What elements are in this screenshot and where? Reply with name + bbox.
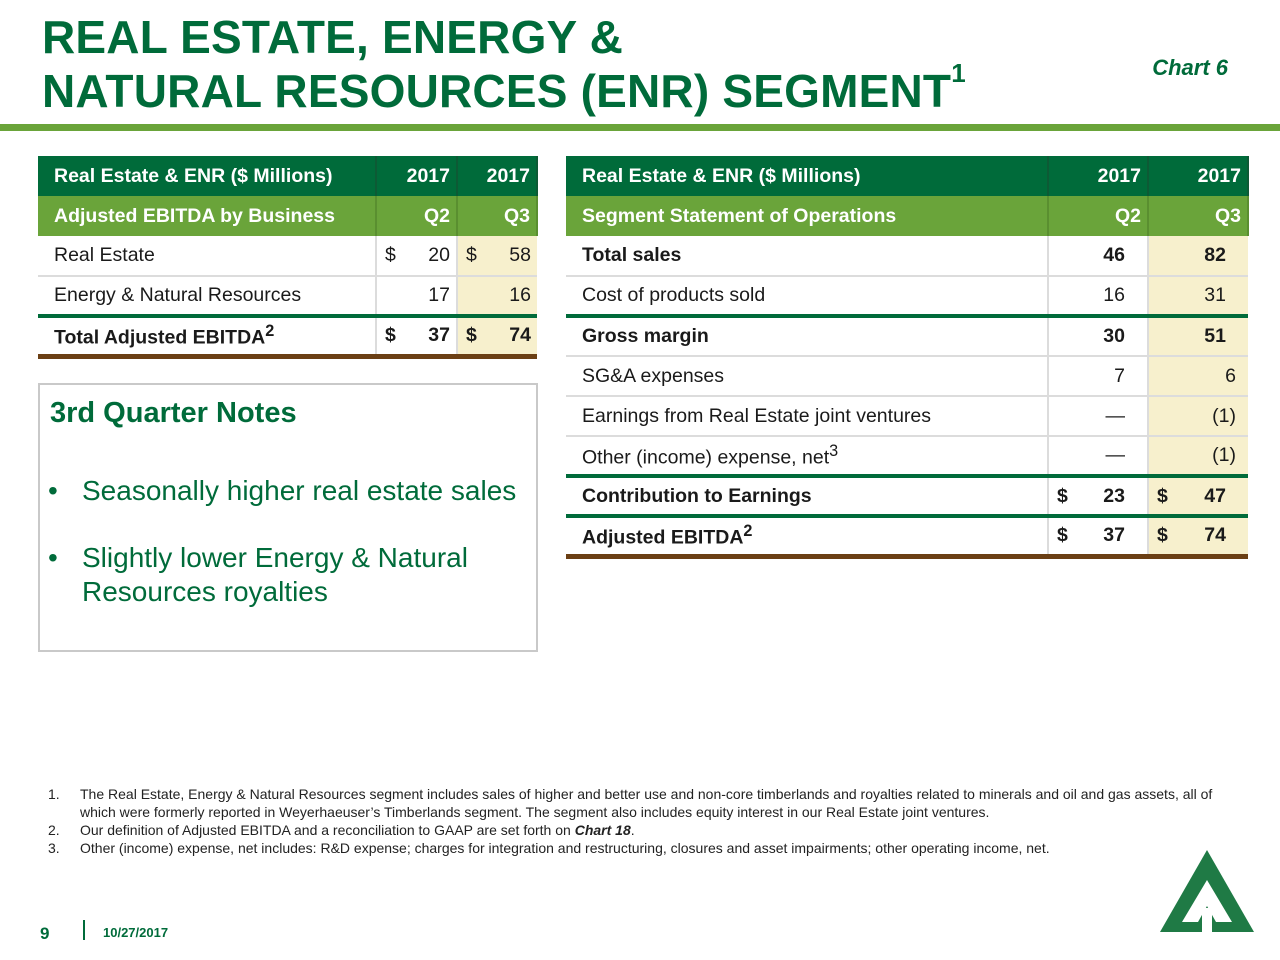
footnote-ref: 2 [743,522,753,540]
row-label [38,236,376,276]
footnote-number: 3. [48,840,60,856]
footnote-item [48,821,1248,839]
table-row [566,476,1248,516]
row-label: Total sales [566,236,1048,276]
table-row [566,276,1248,316]
currency-symbol: $ [385,244,396,266]
currency-symbol: $ [385,324,396,347]
q3-value: 74 [509,324,531,347]
page-number: 9 [40,924,50,943]
footnote-item [48,785,1248,821]
table-header-row [38,156,537,196]
q2-cell [1048,476,1148,516]
notes-title: 3rd Quarter Notes [50,397,297,429]
q3-value: 58 [509,244,531,266]
table-subheader-row [38,196,537,236]
q3-value: 51 [1148,316,1248,356]
table-row [38,236,537,276]
footnote-item [48,839,1248,857]
currency-symbol: $ [1157,524,1168,547]
title-line-1: REAL ESTATE, ENERGY & [42,11,623,63]
footnote-ref: 3 [829,441,839,460]
table-row [38,276,537,316]
q2-value: 46 [1048,236,1148,276]
title-line-2 [42,58,966,118]
table-row [566,396,1248,436]
q2-cell [376,276,457,316]
header-cell: Real Estate & ENR ($ Millions) [566,156,1048,196]
q2-value: 20 [428,244,450,266]
subheader-cell: Q3 [457,196,537,236]
q3-cell [457,276,537,316]
page-title [42,10,966,118]
footnote-ref: 2 [265,322,275,340]
row-label [566,436,1048,476]
q3-value: (1) [1148,396,1248,436]
currency-symbol: $ [466,244,477,266]
q2-value: 37 [428,324,450,347]
footnote-text: Other (income) expense, net includes: R&D expense; charges for integration and restructuring, closures and asset impairments; other operating income, net. [80,840,1050,856]
table-subheader-row [566,196,1248,236]
row-label: SG&A expenses [566,356,1048,396]
footnote-text: The Real Estate, Energy & Natural Resources segment includes sales of higher and better use and non-core timberlands and royalties related to minerals and oil and gas assets, all of which were formerly reported in Weyerhaeuser’s Timberlands segment. The segment also includes equity interest in our Real Estate joint ventures. [80,786,1213,820]
chart-label: Chart 6 [1152,55,1228,80]
footnote-text-end: . [630,822,635,838]
row-label: Cost of products sold [566,276,1048,316]
q3-value: 16 [509,284,531,306]
table-row [566,236,1248,276]
q3-cell [1148,516,1248,556]
header-cell: 2017 [1148,156,1248,196]
row-label-text: Adjusted EBITDA [582,526,744,549]
table-total-row [566,516,1248,556]
header-cell: 2017 [1048,156,1148,196]
subheader-cell: Q3 [1148,196,1248,236]
row-label: Earnings from Real Estate joint ventures [566,396,1048,436]
q2-cell [376,236,457,276]
q3-value: 47 [1204,484,1226,507]
row-label [38,316,376,356]
row-label-text: Energy & Natural Resources [54,284,302,306]
row-label [38,276,376,316]
header-cell: Real Estate & ENR ($ Millions) [38,156,376,196]
row-label: Contribution to Earnings [566,476,1048,516]
segment-operations-table [566,156,1249,559]
note-bullet [48,541,522,609]
q2-value: — [1048,396,1148,436]
table-total-row [38,316,537,356]
row-label: Gross margin [566,316,1048,356]
note-bullet [48,474,516,508]
footnote-number: 2. [48,822,60,838]
header-cell: 2017 [376,156,457,196]
subheader-cell: Q2 [1048,196,1148,236]
q2-value: 37 [1103,524,1125,547]
footer-divider [83,920,85,940]
q2-value: 23 [1103,484,1125,507]
title-divider [0,124,1280,131]
q3-value: 74 [1204,524,1226,547]
table-row [566,316,1248,356]
row-label-text: Real Estate [54,244,155,266]
subheader-cell: Segment Statement of Operations [566,196,1048,236]
weyerhaeuser-tree-logo-icon [1160,850,1254,932]
quarter-notes-box [38,383,538,652]
table-header-row [566,156,1248,196]
q3-value: 6 [1148,356,1248,396]
subheader-cell: Adjusted EBITDA by Business [38,196,376,236]
table-row [566,436,1248,476]
table-row [566,356,1248,396]
q3-cell [457,236,537,276]
q3-cell [457,316,537,356]
title-footnote-ref: 1 [951,58,966,88]
bullet-icon: • [48,542,58,573]
q2-value: 17 [428,284,450,306]
currency-symbol: $ [1057,524,1068,547]
q3-value: (1) [1148,436,1248,476]
q2-value: 16 [1048,276,1148,316]
footer-date: 10/27/2017 [103,925,169,940]
footnotes [48,785,1248,857]
subheader-cell: Q2 [376,196,457,236]
row-label-text: Other (income) expense, net [582,446,830,469]
q2-value: 30 [1048,316,1148,356]
currency-symbol: $ [1157,484,1168,507]
footnote-number: 1. [48,786,60,802]
q2-value: 7 [1048,356,1148,396]
note-text: Seasonally higher real estate sales [82,475,517,506]
q3-value: 31 [1148,276,1248,316]
note-text: Slightly lower Energy & Natural Resources royalties [82,542,468,607]
q3-cell [1148,476,1248,516]
footnote-text: Our definition of Adjusted EBITDA and a reconciliation to GAAP are set forth on [80,822,575,838]
q2-value: — [1048,436,1148,476]
chart-reference: Chart 18 [574,822,631,838]
q2-cell [376,316,457,356]
title-line-2-text: NATURAL RESOURCES (ENR) SEGMENT [42,65,952,117]
bullet-icon: • [48,475,58,506]
header-cell: 2017 [457,156,537,196]
q2-cell [1048,516,1148,556]
currency-symbol: $ [466,324,477,347]
q3-value: 82 [1148,236,1248,276]
ebitda-by-business-table [38,156,538,359]
row-label-text: Total Adjusted EBITDA [54,326,266,349]
row-label [566,516,1048,556]
currency-symbol: $ [1057,484,1068,507]
